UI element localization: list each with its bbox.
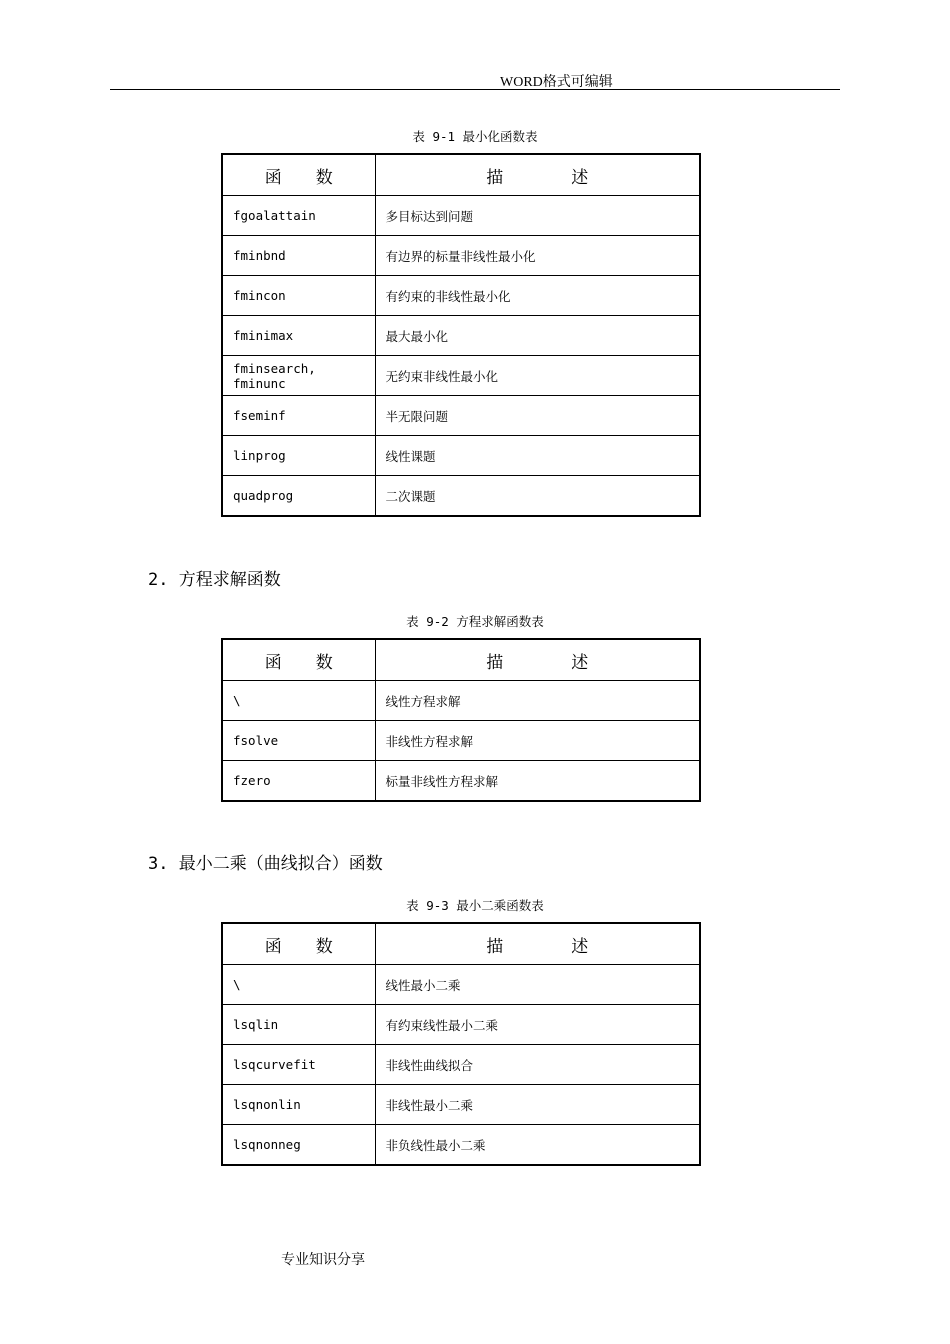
table-row [222,761,700,802]
function-name: fgoalattain [222,196,375,236]
function-name: lsqnonlin [222,1085,375,1125]
function-description: 非线性方程求解 [375,721,700,761]
function-name: quadprog [222,476,375,517]
function-description: 非线性曲线拟合 [375,1045,700,1085]
header-description: 描 述 [375,154,700,196]
header-text: WORD格式可编辑 [500,75,613,90]
function-name: \ [222,965,375,1005]
table-row [222,196,700,236]
function-description: 线性方程求解 [375,681,700,721]
function-description: 有边界的标量非线性最小化 [375,236,700,276]
page-footer: 专业知识分享 [281,1252,365,1268]
function-description: 非负线性最小二乘 [375,1125,700,1166]
function-name: fminbnd [222,236,375,276]
function-name: \ [222,681,375,721]
function-name: linprog [222,436,375,476]
header-function: 函 数 [222,923,375,965]
function-description: 最大最小化 [375,316,700,356]
table-row [222,396,700,436]
function-description: 多目标达到问题 [375,196,700,236]
function-name: fsolve [222,721,375,761]
table-row [222,276,700,316]
table-row [222,1005,700,1045]
table-header-row [222,639,700,681]
table-row [222,236,700,276]
table-row [222,436,700,476]
table-row [222,316,700,356]
section-heading-least-squares: 3. 最小二乘（曲线拟合）函数 [148,854,383,874]
table-row [222,476,700,517]
function-description: 二次课题 [375,476,700,517]
function-description: 标量非线性方程求解 [375,761,700,802]
least-squares-function-table [221,922,701,1166]
table2-caption: 表 9-2 方程求解函数表 [406,614,544,629]
function-name: fzero [222,761,375,802]
header-function: 函 数 [222,154,375,196]
function-name: fseminf [222,396,375,436]
function-name: fmincon [222,276,375,316]
table-row [222,1045,700,1085]
section-heading-equation-solving: 2. 方程求解函数 [148,570,281,590]
header-function: 函 数 [222,639,375,681]
minimization-function-table [221,153,701,517]
function-name: lsqcurvefit [222,1045,375,1085]
table-row [222,681,700,721]
function-description: 半无限问题 [375,396,700,436]
function-name: lsqlin [222,1005,375,1045]
function-name: fminsearch, fminunc [222,356,375,396]
table-row [222,721,700,761]
header-description: 描 述 [375,923,700,965]
function-description: 有约束的非线性最小化 [375,276,700,316]
function-description: 非线性最小二乘 [375,1085,700,1125]
function-name: fminimax [222,316,375,356]
function-description: 无约束非线性最小化 [375,356,700,396]
table-header-row [222,923,700,965]
table-row [222,356,700,396]
table-row [222,1085,700,1125]
function-name: lsqnonneg [222,1125,375,1166]
table1-caption: 表 9-1 最小化函数表 [412,129,538,144]
function-description: 线性最小二乘 [375,965,700,1005]
table3-caption: 表 9-3 最小二乘函数表 [406,898,544,913]
function-description: 线性课题 [375,436,700,476]
equation-solving-function-table [221,638,701,802]
page-header [110,70,840,90]
header-description: 描 述 [375,639,700,681]
table-row [222,965,700,1005]
table-header-row [222,154,700,196]
function-description: 有约束线性最小二乘 [375,1005,700,1045]
table-row [222,1125,700,1166]
